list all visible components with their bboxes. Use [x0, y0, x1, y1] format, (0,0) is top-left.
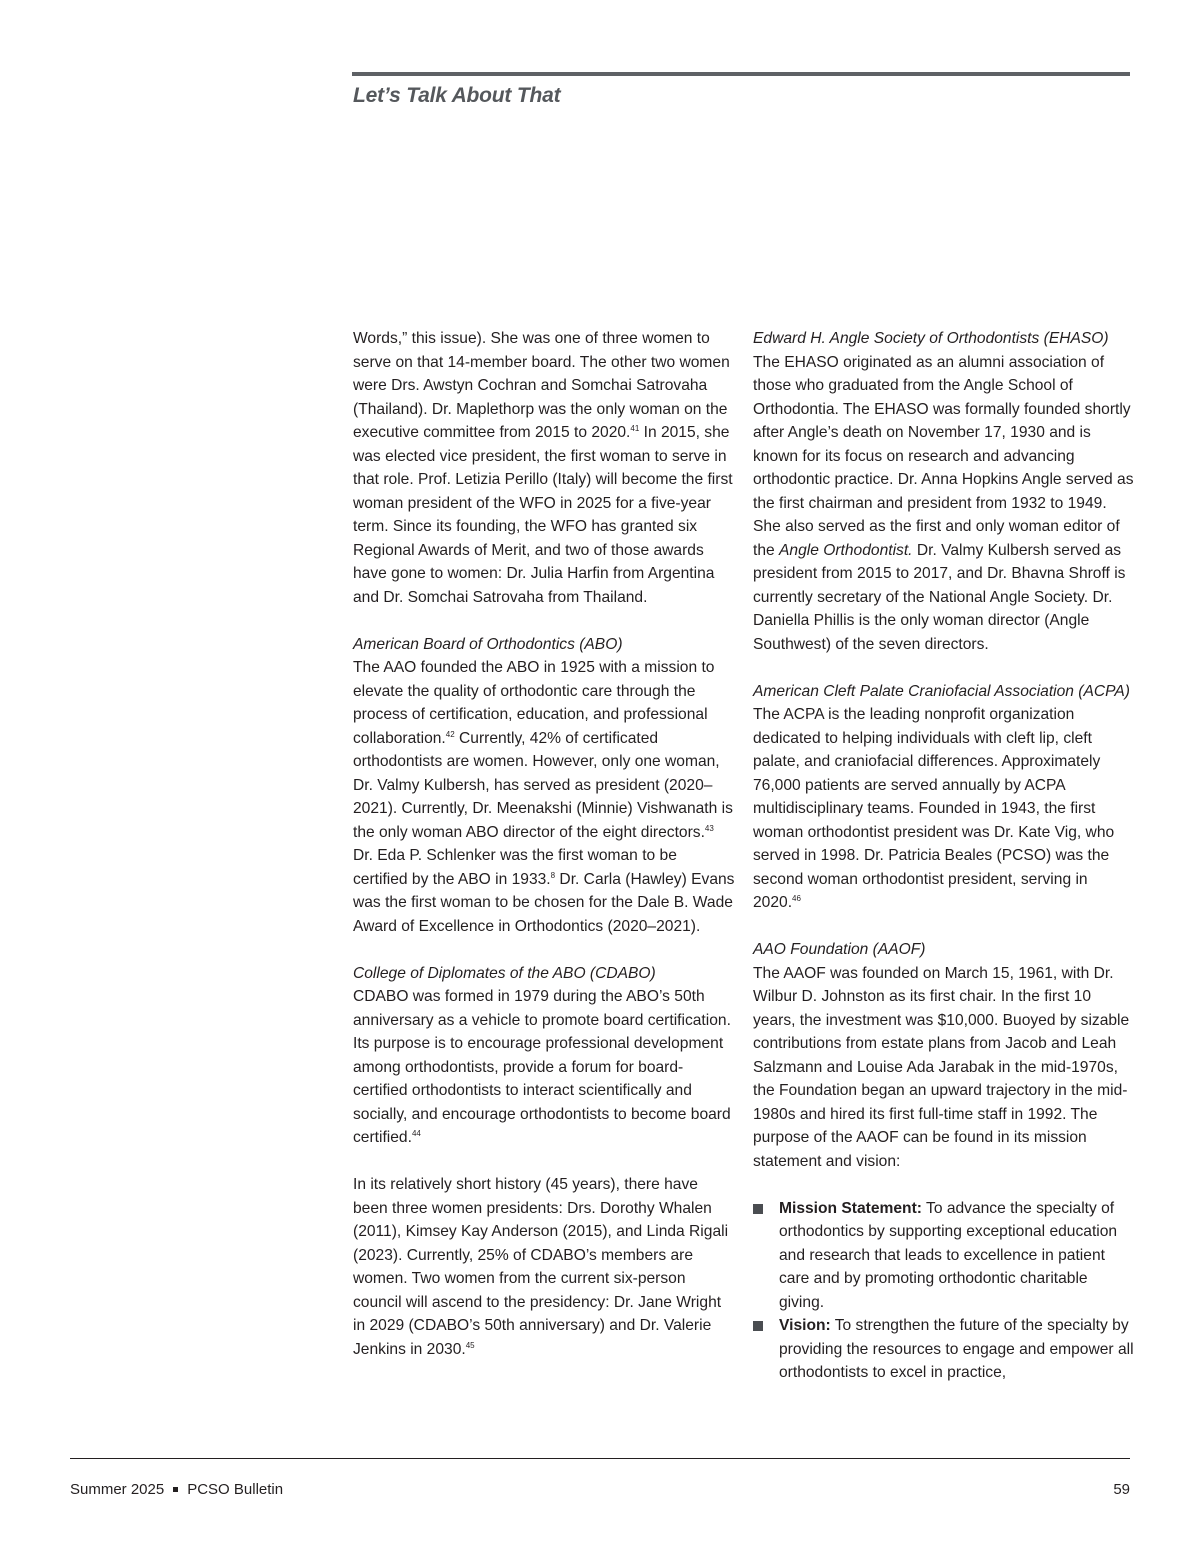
square-separator-icon: [173, 1487, 178, 1492]
square-bullet-icon: [753, 1321, 763, 1331]
top-rule: [352, 72, 1130, 76]
section-aaof: AAO Foundation (AAOF) The AAOF was founded on March 15, 1961, with Dr. Wilbur D. Johnston as its first chair. In the first 10 years, the investment was $10,000. Buoyed by sizable contributions from estate plans from Jacob and Leah Salzmann and Louise Ada Jarabak in the mid-1970s, the Foundation began an upward trajectory in the mid-1980s and hired its first full-time staff in 1992. The purpose of the AAOF can be found in its mission statement and vision:: [753, 938, 1135, 1173]
footnote-ref: 42: [445, 729, 455, 739]
footnote-ref: 41: [630, 424, 640, 433]
subheading-abo: American Board of Orthodontics (ABO): [353, 635, 623, 653]
section-title: Let’s Talk About That: [353, 84, 561, 107]
page-number: 59: [1113, 1481, 1130, 1498]
footnote-ref: 43: [704, 823, 714, 833]
list-item: Vision: To strengthen the future of the specialty by providing the resources to engage and empower all orthodontists to excel in practice,: [753, 1314, 1135, 1385]
paragraph-cdabo-history: In its relatively short history (45 years), there have been three women presidents: Drs. Dorothy Whalen (2011), Kimsey Kay Anderson (2015), and Linda Rigali (2023). Currently, 25% of CDABO’s members are women. Two women from the current six-person council will ascend to the presidency: Dr. Jane Wright in 2029 (CDABO’s 50th anniversary) and Dr. Valerie Jenkins in 2030.45: [353, 1176, 729, 1358]
section-acpa: American Cleft Palate Craniofacial Association (ACPA) The ACPA is the leading nonprofit organization dedicated to helping individuals with cleft lip, cleft palate, and craniofacial differences. Approximately 76,000 patients are served annually by ACPA multidisciplinary teams. Founded in 1943, the first woman orthodontist president was Dr. Kate Vig, who served in 1998. Dr. Patricia Beales (PCSO) was the second woman orthodontist president, serving in 2020.46: [753, 680, 1135, 915]
footer-publication: PCSO Bulletin: [187, 1481, 284, 1498]
footer-issue-line: [70, 1481, 283, 1498]
section-abo: American Board of Orthodontics (ABO) The AAO founded the ABO in 1925 with a mission to elevate the quality of orthodontic care through the process of certification, education, and professional collaboration.$^{42}$ Currently, 42% of certificated orthodontists are women. However, only one woman, Dr. Valmy Kulbersh, has served as president (2020–2021). Currently, Dr. Meenakshi (Minnie) Vishwanath is the only woman ABO director of the eight directors.$^{43}$ Dr. Eda P. Schlenker was the first woman to be certified by the ABO in 1933.$^8$ Dr. Carla (Hawley) Evans was the first woman to be chosen for the Dale B. Wade Award of Excellence in Orthodontics (2020–2021).: [353, 633, 735, 939]
footnote-ref: 45: [465, 1340, 475, 1350]
journal-title: Angle Orthodontist.: [779, 541, 913, 559]
subheading-cdabo: College of Diplomates of the ABO (CDABO): [353, 964, 656, 982]
footnote-ref: 44: [411, 1129, 421, 1138]
subheading-ehaso: Edward H. Angle Society of Orthodontists (EHASO): [753, 330, 1109, 347]
footer-issue: Summer 2025: [70, 1481, 165, 1498]
section-ehaso: Edward H. Angle Society of Orthodontists (EHASO) The EHASO originated as an alumni association of those who graduated from the Angle School of Orthodontia. The EHASO was formally founded shortly after Angle’s death on November 17, 1930 and is known for its focus on research and advancing orthodontic practice. Dr. Anna Hopkins Angle served as the first chairman and president from 1932 to 1949. She also served as the first and only woman editor of the Angle Orthodontist. Dr. Valmy Kulbersh served as president from 2015 to 2017, and Dr. Bhavna Shroff is currently secretary of the National Angle Society. Dr. Daniella Phillis is the only woman director (Angle Southwest) of the seven directors.: [753, 327, 1135, 656]
left-column: [353, 327, 735, 1361]
subheading-aaof: AAO Foundation (AAOF): [753, 941, 926, 958]
section-cdabo: College of Diplomates of the ABO (CDABO) CDABO was formed in 1979 during the ABO’s 50th anniversary as a vehicle to promote board certification. Its purpose is to encourage professional development among orthodontists, provide a forum for board-certified orthodontists to interact scientifically and socially, and encourage orthodontists to become board certified.$^{44}$: [353, 962, 735, 1150]
paragraph-wfo: Words,” this issue). She was one of three women to serve on that 14-member board. The other two women were Drs. Awstyn Cochran and Somchai Satrovaha (Thailand). Dr. Maplethorp was the only woman on the executive committee from 2015 to 2020.41 In 2015, she was elected vice president, the first woman to serve in that role. Prof. Letizia Perillo (Italy) will become the first woman president of the WFO in 2025 for a five-year term. Since its founding, the WFO has granted six Regional Awards of Merit, and two of those awards have gone to women: Dr. Julia Harfin from Argentina and Dr. Somchai Satrovaha from Thailand.: [353, 330, 733, 606]
list-item: Mission Statement: To advance the specialty of orthodontics by supporting exceptional education and research that leads to excellence in patient care and by promoting orthodontic charitable giving.: [753, 1197, 1135, 1315]
footnote-ref: 8: [550, 870, 556, 880]
footnote-ref: 46: [792, 894, 801, 903]
footer-rule: [70, 1458, 1130, 1459]
aaof-bullet-list: [753, 1197, 1135, 1385]
square-bullet-icon: [753, 1204, 763, 1214]
right-column: [753, 327, 1135, 1385]
subheading-acpa: American Cleft Palate Craniofacial Association (ACPA): [753, 682, 1130, 700]
